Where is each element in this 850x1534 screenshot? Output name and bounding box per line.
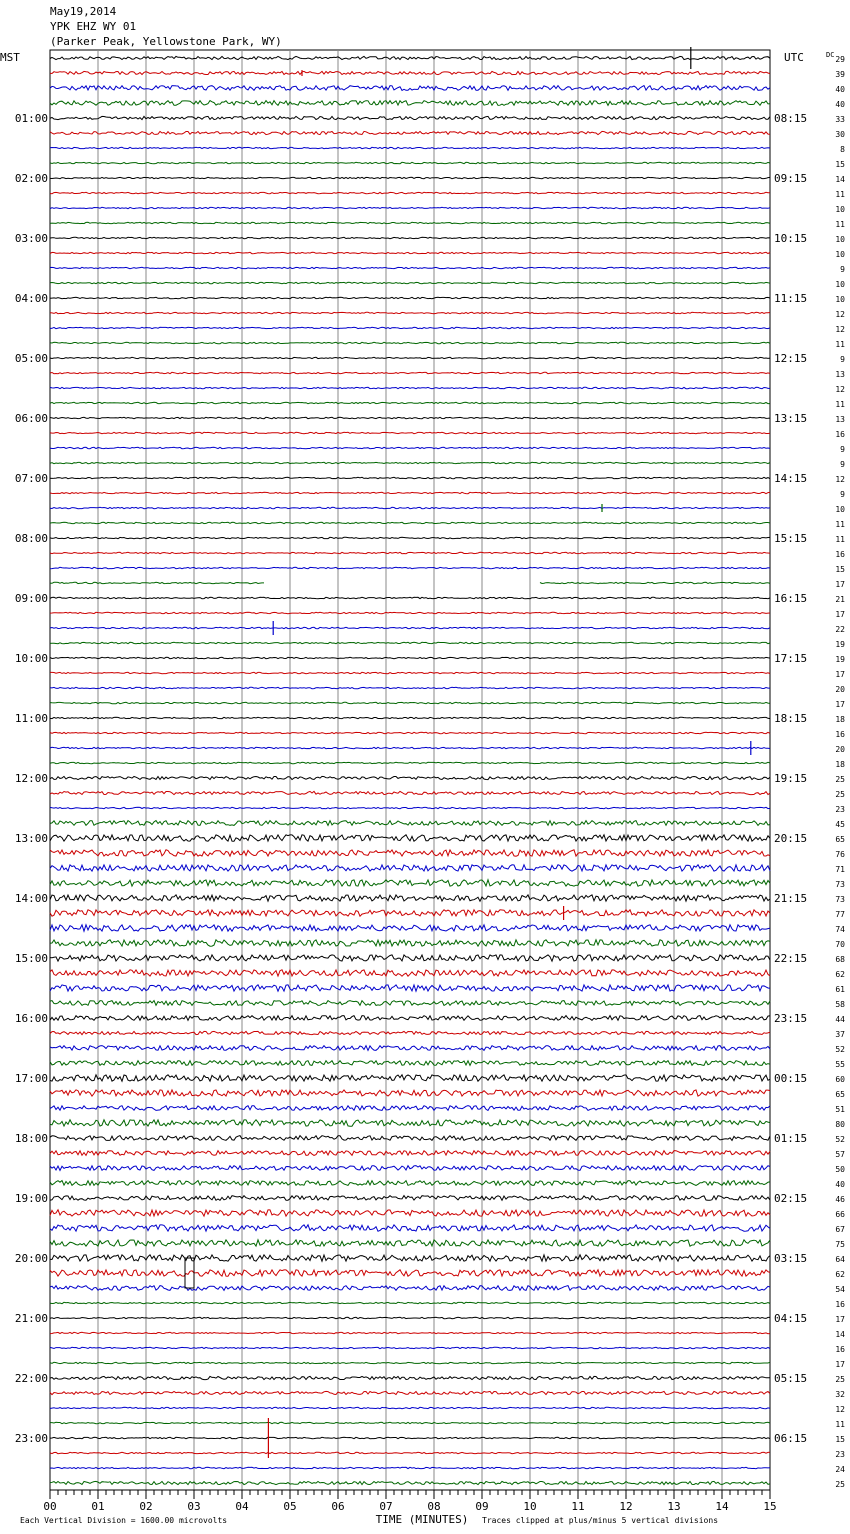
mst-hour-label: 15:00 — [14, 952, 48, 965]
dc-column-title: DC — [826, 51, 835, 59]
x-tick-label: 14 — [715, 1500, 729, 1513]
dc-offset-label: 22 — [835, 625, 845, 634]
seismic-trace — [50, 567, 770, 568]
dc-offset-label: 51 — [835, 1105, 845, 1114]
dc-offset-label: 11 — [835, 400, 845, 409]
dc-offset-label: 46 — [835, 1195, 845, 1204]
dc-offset-label: 20 — [835, 745, 845, 754]
dc-offset-label: 11 — [835, 190, 845, 199]
scale-note: Each Vertical Division = 1600.00 microvolts — [20, 1516, 228, 1525]
seismic-trace — [50, 1210, 770, 1216]
mst-hour-label: 09:00 — [14, 592, 48, 605]
x-tick-label: 12 — [619, 1500, 633, 1513]
seismic-trace — [50, 462, 770, 463]
clipped-event — [185, 1258, 194, 1288]
dc-offset-label: 50 — [835, 1165, 845, 1174]
dc-offset-label: 73 — [835, 880, 845, 889]
dc-offset-label: 64 — [835, 1255, 845, 1264]
seismic-trace — [50, 357, 770, 358]
dc-offset-label: 74 — [835, 925, 845, 934]
dc-offset-label: 16 — [835, 430, 845, 439]
dc-offset-label: 39 — [835, 70, 845, 79]
dc-offset-label: 16 — [835, 1300, 845, 1309]
seismic-trace — [50, 850, 770, 856]
utc-axis-title: UTC — [784, 51, 804, 64]
dc-offset-label: 15 — [835, 565, 845, 574]
dc-offset-label: 17 — [835, 1360, 845, 1369]
dc-offset-label: 17 — [835, 670, 845, 679]
dc-offset-label: 55 — [835, 1060, 845, 1069]
mst-axis-title: MST — [0, 51, 20, 64]
dc-offset-label: 15 — [835, 160, 845, 169]
dc-offset-label: 19 — [835, 655, 845, 664]
utc-hour-label: 21:15 — [774, 892, 808, 905]
x-tick-label: 13 — [667, 1500, 681, 1513]
dc-offset-label: 9 — [840, 355, 845, 364]
x-tick-label: 08 — [427, 1500, 441, 1513]
utc-hour-label: 19:15 — [774, 772, 808, 785]
x-tick-label: 03 — [187, 1500, 201, 1513]
dc-offset-label: 9 — [840, 460, 845, 469]
mst-hour-label: 17:00 — [14, 1072, 48, 1085]
seismic-trace — [50, 237, 770, 238]
seismic-trace — [50, 747, 770, 748]
seismic-trace — [50, 687, 770, 688]
dc-offset-label: 15 — [835, 1435, 845, 1444]
dc-offset-label: 52 — [835, 1135, 845, 1144]
dc-offset-label: 11 — [835, 340, 845, 349]
dc-offset-label: 40 — [835, 1180, 845, 1189]
seismic-trace — [50, 895, 770, 901]
seismic-trace — [50, 1181, 770, 1186]
dc-offset-label: 17 — [835, 1315, 845, 1324]
dc-offset-label: 12 — [835, 385, 845, 394]
seismic-trace — [50, 297, 770, 298]
dc-offset-label: 9 — [840, 265, 845, 274]
seismic-trace — [50, 627, 770, 628]
mst-hour-label: 20:00 — [14, 1252, 48, 1265]
seismic-trace — [50, 56, 770, 59]
mst-hour-label: 19:00 — [14, 1192, 48, 1205]
seismic-trace — [50, 717, 770, 718]
dc-offset-label: 10 — [835, 250, 845, 259]
utc-hour-label: 05:15 — [774, 1372, 808, 1385]
seismic-trace — [50, 1391, 770, 1394]
dc-offset-label: 60 — [835, 1075, 845, 1084]
seismic-trace — [50, 1046, 770, 1051]
dc-offset-label: 19 — [835, 640, 845, 649]
seismic-trace — [50, 86, 770, 91]
seismic-trace — [50, 477, 770, 478]
utc-hour-label: 20:15 — [774, 832, 808, 845]
record-date: May19,2014 — [50, 5, 117, 18]
dc-offset-label: 25 — [835, 1480, 845, 1489]
dc-offset-label: 13 — [835, 370, 845, 379]
mst-hour-label: 07:00 — [14, 472, 48, 485]
dc-offset-label: 11 — [835, 1420, 845, 1429]
seismic-trace — [50, 147, 770, 148]
dc-offset-label: 45 — [835, 820, 845, 829]
seismic-trace — [50, 207, 770, 208]
dc-offset-label: 54 — [835, 1285, 845, 1294]
seismic-trace — [50, 222, 770, 223]
seismic-trace — [50, 821, 770, 826]
dc-offset-label: 10 — [835, 235, 845, 244]
seismic-trace — [50, 387, 770, 388]
seismic-trace — [50, 791, 770, 794]
mst-hour-label: 08:00 — [14, 532, 48, 545]
mst-hour-label: 11:00 — [14, 712, 48, 725]
seismic-trace — [50, 880, 770, 886]
dc-offset-label: 10 — [835, 205, 845, 214]
mst-hour-label: 12:00 — [14, 772, 48, 785]
utc-hour-label: 01:15 — [774, 1132, 808, 1145]
utc-hour-label: 00:15 — [774, 1072, 808, 1085]
mst-hour-label: 03:00 — [14, 232, 48, 245]
dc-offset-label: 12 — [835, 475, 845, 484]
seismic-trace — [50, 1481, 770, 1484]
dc-offset-label: 16 — [835, 730, 845, 739]
mst-hour-label: 16:00 — [14, 1012, 48, 1025]
seismic-trace — [50, 552, 770, 553]
seismic-trace — [50, 657, 770, 658]
dc-offset-label: 17 — [835, 580, 845, 589]
dc-offset-label: 23 — [835, 1450, 845, 1459]
seismic-trace — [50, 642, 770, 643]
mst-hour-label: 13:00 — [14, 832, 48, 845]
seismic-trace — [50, 1286, 770, 1291]
x-tick-label: 05 — [283, 1500, 297, 1513]
seismic-trace — [50, 342, 770, 343]
seismic-trace — [50, 1031, 770, 1034]
utc-hour-label: 13:15 — [774, 412, 808, 425]
seismic-trace — [50, 582, 770, 583]
utc-hour-label: 06:15 — [774, 1432, 808, 1445]
dc-offset-label: 10 — [835, 505, 845, 514]
dc-offset-label: 16 — [835, 550, 845, 559]
seismic-trace — [50, 865, 770, 871]
dc-offset-label: 18 — [835, 760, 845, 769]
seismic-trace — [50, 492, 770, 493]
seismic-trace — [50, 1120, 770, 1126]
seismic-trace — [50, 1376, 770, 1379]
station-location: (Parker Peak, Yellowstone Park, WY) — [50, 35, 282, 48]
seismic-trace — [50, 1255, 770, 1261]
x-tick-label: 09 — [475, 1500, 489, 1513]
dc-offset-label: 65 — [835, 835, 845, 844]
dc-offset-label: 44 — [835, 1015, 845, 1024]
dc-offset-label: 10 — [835, 280, 845, 289]
dc-offset-label: 76 — [835, 850, 845, 859]
seismic-trace — [50, 1136, 770, 1141]
seismic-trace — [50, 267, 770, 268]
seismic-trace — [50, 417, 770, 418]
x-tick-label: 02 — [139, 1500, 153, 1513]
dc-offset-label: 11 — [835, 220, 845, 229]
dc-offset-label: 66 — [835, 1210, 845, 1219]
dc-offset-label: 10 — [835, 295, 845, 304]
utc-hour-label: 14:15 — [774, 472, 808, 485]
seismic-trace — [50, 702, 770, 703]
seismic-trace — [50, 1332, 770, 1333]
seismic-trace — [50, 1166, 770, 1171]
dc-offset-label: 73 — [835, 895, 845, 904]
seismic-trace — [50, 447, 770, 448]
utc-hour-label: 08:15 — [774, 112, 808, 125]
x-tick-label: 01 — [91, 1500, 105, 1513]
dc-offset-label: 70 — [835, 940, 845, 949]
dc-offset-label: 12 — [835, 310, 845, 319]
seismic-trace — [50, 612, 770, 613]
dc-offset-label: 25 — [835, 790, 845, 799]
seismic-trace — [50, 1016, 770, 1021]
dc-offset-label: 23 — [835, 805, 845, 814]
seismic-trace — [50, 402, 770, 403]
dc-offset-label: 16 — [835, 1345, 845, 1354]
dc-offset-label: 52 — [835, 1045, 845, 1054]
dc-offset-label: 17 — [835, 700, 845, 709]
dc-offset-label: 33 — [835, 115, 845, 124]
mst-hour-label: 05:00 — [14, 352, 48, 365]
seismic-trace — [50, 940, 770, 946]
seismic-trace — [50, 507, 770, 508]
x-tick-label: 04 — [235, 1500, 249, 1513]
seismic-trace — [50, 1467, 770, 1468]
seismic-trace — [50, 312, 770, 313]
seismic-trace — [50, 672, 770, 673]
seismic-trace — [50, 1106, 770, 1111]
dc-offset-label: 13 — [835, 415, 845, 424]
seismic-trace — [50, 131, 770, 134]
x-tick-label: 15 — [763, 1500, 777, 1513]
seismic-trace — [50, 1001, 770, 1006]
dc-offset-label: 20 — [835, 685, 845, 694]
x-tick-label: 06 — [331, 1500, 345, 1513]
seismic-trace — [50, 1302, 770, 1303]
x-tick-label: 11 — [571, 1500, 585, 1513]
seismic-trace — [50, 1452, 770, 1453]
seismic-trace — [50, 1362, 770, 1363]
x-tick-label: 00 — [43, 1500, 57, 1513]
utc-hour-label: 12:15 — [774, 352, 808, 365]
seismic-trace — [50, 282, 770, 283]
mst-hour-label: 14:00 — [14, 892, 48, 905]
dc-offset-label: 40 — [835, 100, 845, 109]
clip-note: Traces clipped at plus/minus 5 vertical divisions — [482, 1516, 719, 1525]
dc-offset-label: 37 — [835, 1030, 845, 1039]
dc-offset-label: 11 — [835, 535, 845, 544]
dc-offset-label: 80 — [835, 1120, 845, 1129]
dc-offset-label: 18 — [835, 715, 845, 724]
utc-hour-label: 04:15 — [774, 1312, 808, 1325]
utc-hour-label: 23:15 — [774, 1012, 808, 1025]
seismic-trace — [50, 192, 770, 193]
seismic-trace — [50, 1407, 770, 1408]
dc-offset-label: 14 — [835, 1330, 845, 1339]
mst-hour-label: 02:00 — [14, 172, 48, 185]
seismic-trace — [50, 1225, 770, 1231]
seismic-trace — [50, 1151, 770, 1156]
seismic-trace — [50, 327, 770, 328]
x-tick-label: 07 — [379, 1500, 393, 1513]
dc-offset-label: 77 — [835, 910, 845, 919]
seismic-trace — [50, 372, 770, 373]
dc-offset-label: 12 — [835, 1405, 845, 1414]
seismic-trace — [50, 1196, 770, 1201]
seismic-trace — [50, 910, 770, 916]
mst-hour-label: 22:00 — [14, 1372, 48, 1385]
seismic-trace — [50, 925, 770, 931]
seismic-trace — [50, 522, 770, 523]
dc-offset-label: 75 — [835, 1240, 845, 1249]
dc-offset-label: 25 — [835, 1375, 845, 1384]
seismic-trace — [50, 71, 770, 74]
dc-offset-label: 57 — [835, 1150, 845, 1159]
utc-hour-label: 15:15 — [774, 532, 808, 545]
seismic-trace — [50, 162, 770, 163]
dc-offset-label: 71 — [835, 865, 845, 874]
utc-hour-label: 22:15 — [774, 952, 808, 965]
dc-offset-label: 14 — [835, 175, 845, 184]
dc-offset-label: 58 — [835, 1000, 845, 1009]
seismic-trace — [50, 762, 770, 763]
dc-offset-label: 29 — [835, 55, 845, 64]
x-tick-label: 10 — [523, 1500, 537, 1513]
seismic-trace — [50, 1437, 770, 1438]
seismic-trace — [50, 807, 770, 808]
seismic-trace — [50, 1075, 770, 1081]
dc-offset-label: 62 — [835, 970, 845, 979]
dc-offset-label: 9 — [840, 490, 845, 499]
utc-hour-label: 16:15 — [774, 592, 808, 605]
seismic-trace — [50, 1270, 770, 1276]
utc-hour-label: 02:15 — [774, 1192, 808, 1205]
dc-offset-label: 11 — [835, 520, 845, 529]
station-code: YPK EHZ WY 01 — [50, 20, 137, 33]
seismic-trace — [50, 970, 770, 976]
dc-offset-label: 17 — [835, 610, 845, 619]
dc-offset-label: 65 — [835, 1090, 845, 1099]
seismic-trace — [50, 1347, 770, 1348]
mst-hour-label: 04:00 — [14, 292, 48, 305]
dc-offset-label: 21 — [835, 595, 845, 604]
dc-offset-label: 25 — [835, 775, 845, 784]
seismic-trace — [50, 955, 770, 961]
dc-offset-label: 68 — [835, 955, 845, 964]
x-axis-title: TIME (MINUTES) — [375, 1513, 469, 1526]
dc-offset-label: 62 — [835, 1270, 845, 1279]
seismic-trace — [50, 1090, 770, 1096]
seismic-trace — [50, 835, 770, 841]
utc-hour-label: 03:15 — [774, 1252, 808, 1265]
seismic-trace — [50, 597, 770, 598]
dc-offset-label: 9 — [840, 445, 845, 454]
seismic-trace — [50, 252, 770, 253]
seismic-trace — [50, 1422, 770, 1423]
dc-offset-label: 30 — [835, 130, 845, 139]
seismic-trace — [50, 116, 770, 119]
utc-hour-label: 11:15 — [774, 292, 808, 305]
dc-offset-label: 24 — [835, 1465, 845, 1474]
mst-hour-label: 23:00 — [14, 1432, 48, 1445]
dc-offset-label: 8 — [840, 145, 845, 154]
seismic-trace — [50, 432, 770, 433]
utc-hour-label: 10:15 — [774, 232, 808, 245]
mst-hour-label: 10:00 — [14, 652, 48, 665]
seismic-trace — [50, 101, 770, 106]
dc-offset-label: 61 — [835, 985, 845, 994]
mst-hour-label: 06:00 — [14, 412, 48, 425]
utc-hour-label: 09:15 — [774, 172, 808, 185]
dc-offset-label: 32 — [835, 1390, 845, 1399]
utc-hour-label: 18:15 — [774, 712, 808, 725]
utc-hour-label: 17:15 — [774, 652, 808, 665]
seismic-trace — [50, 537, 770, 538]
seismic-trace — [50, 177, 770, 178]
mst-hour-label: 01:00 — [14, 112, 48, 125]
dc-offset-label: 40 — [835, 85, 845, 94]
seismic-trace — [50, 776, 770, 779]
seismic-trace — [50, 1240, 770, 1246]
dc-offset-label: 12 — [835, 325, 845, 334]
seismic-trace — [50, 985, 770, 991]
seismic-trace — [50, 1061, 770, 1066]
seismic-trace — [50, 1317, 770, 1318]
dc-offset-label: 67 — [835, 1225, 845, 1234]
mst-hour-label: 18:00 — [14, 1132, 48, 1145]
mst-hour-label: 21:00 — [14, 1312, 48, 1325]
seismic-trace — [50, 732, 770, 733]
